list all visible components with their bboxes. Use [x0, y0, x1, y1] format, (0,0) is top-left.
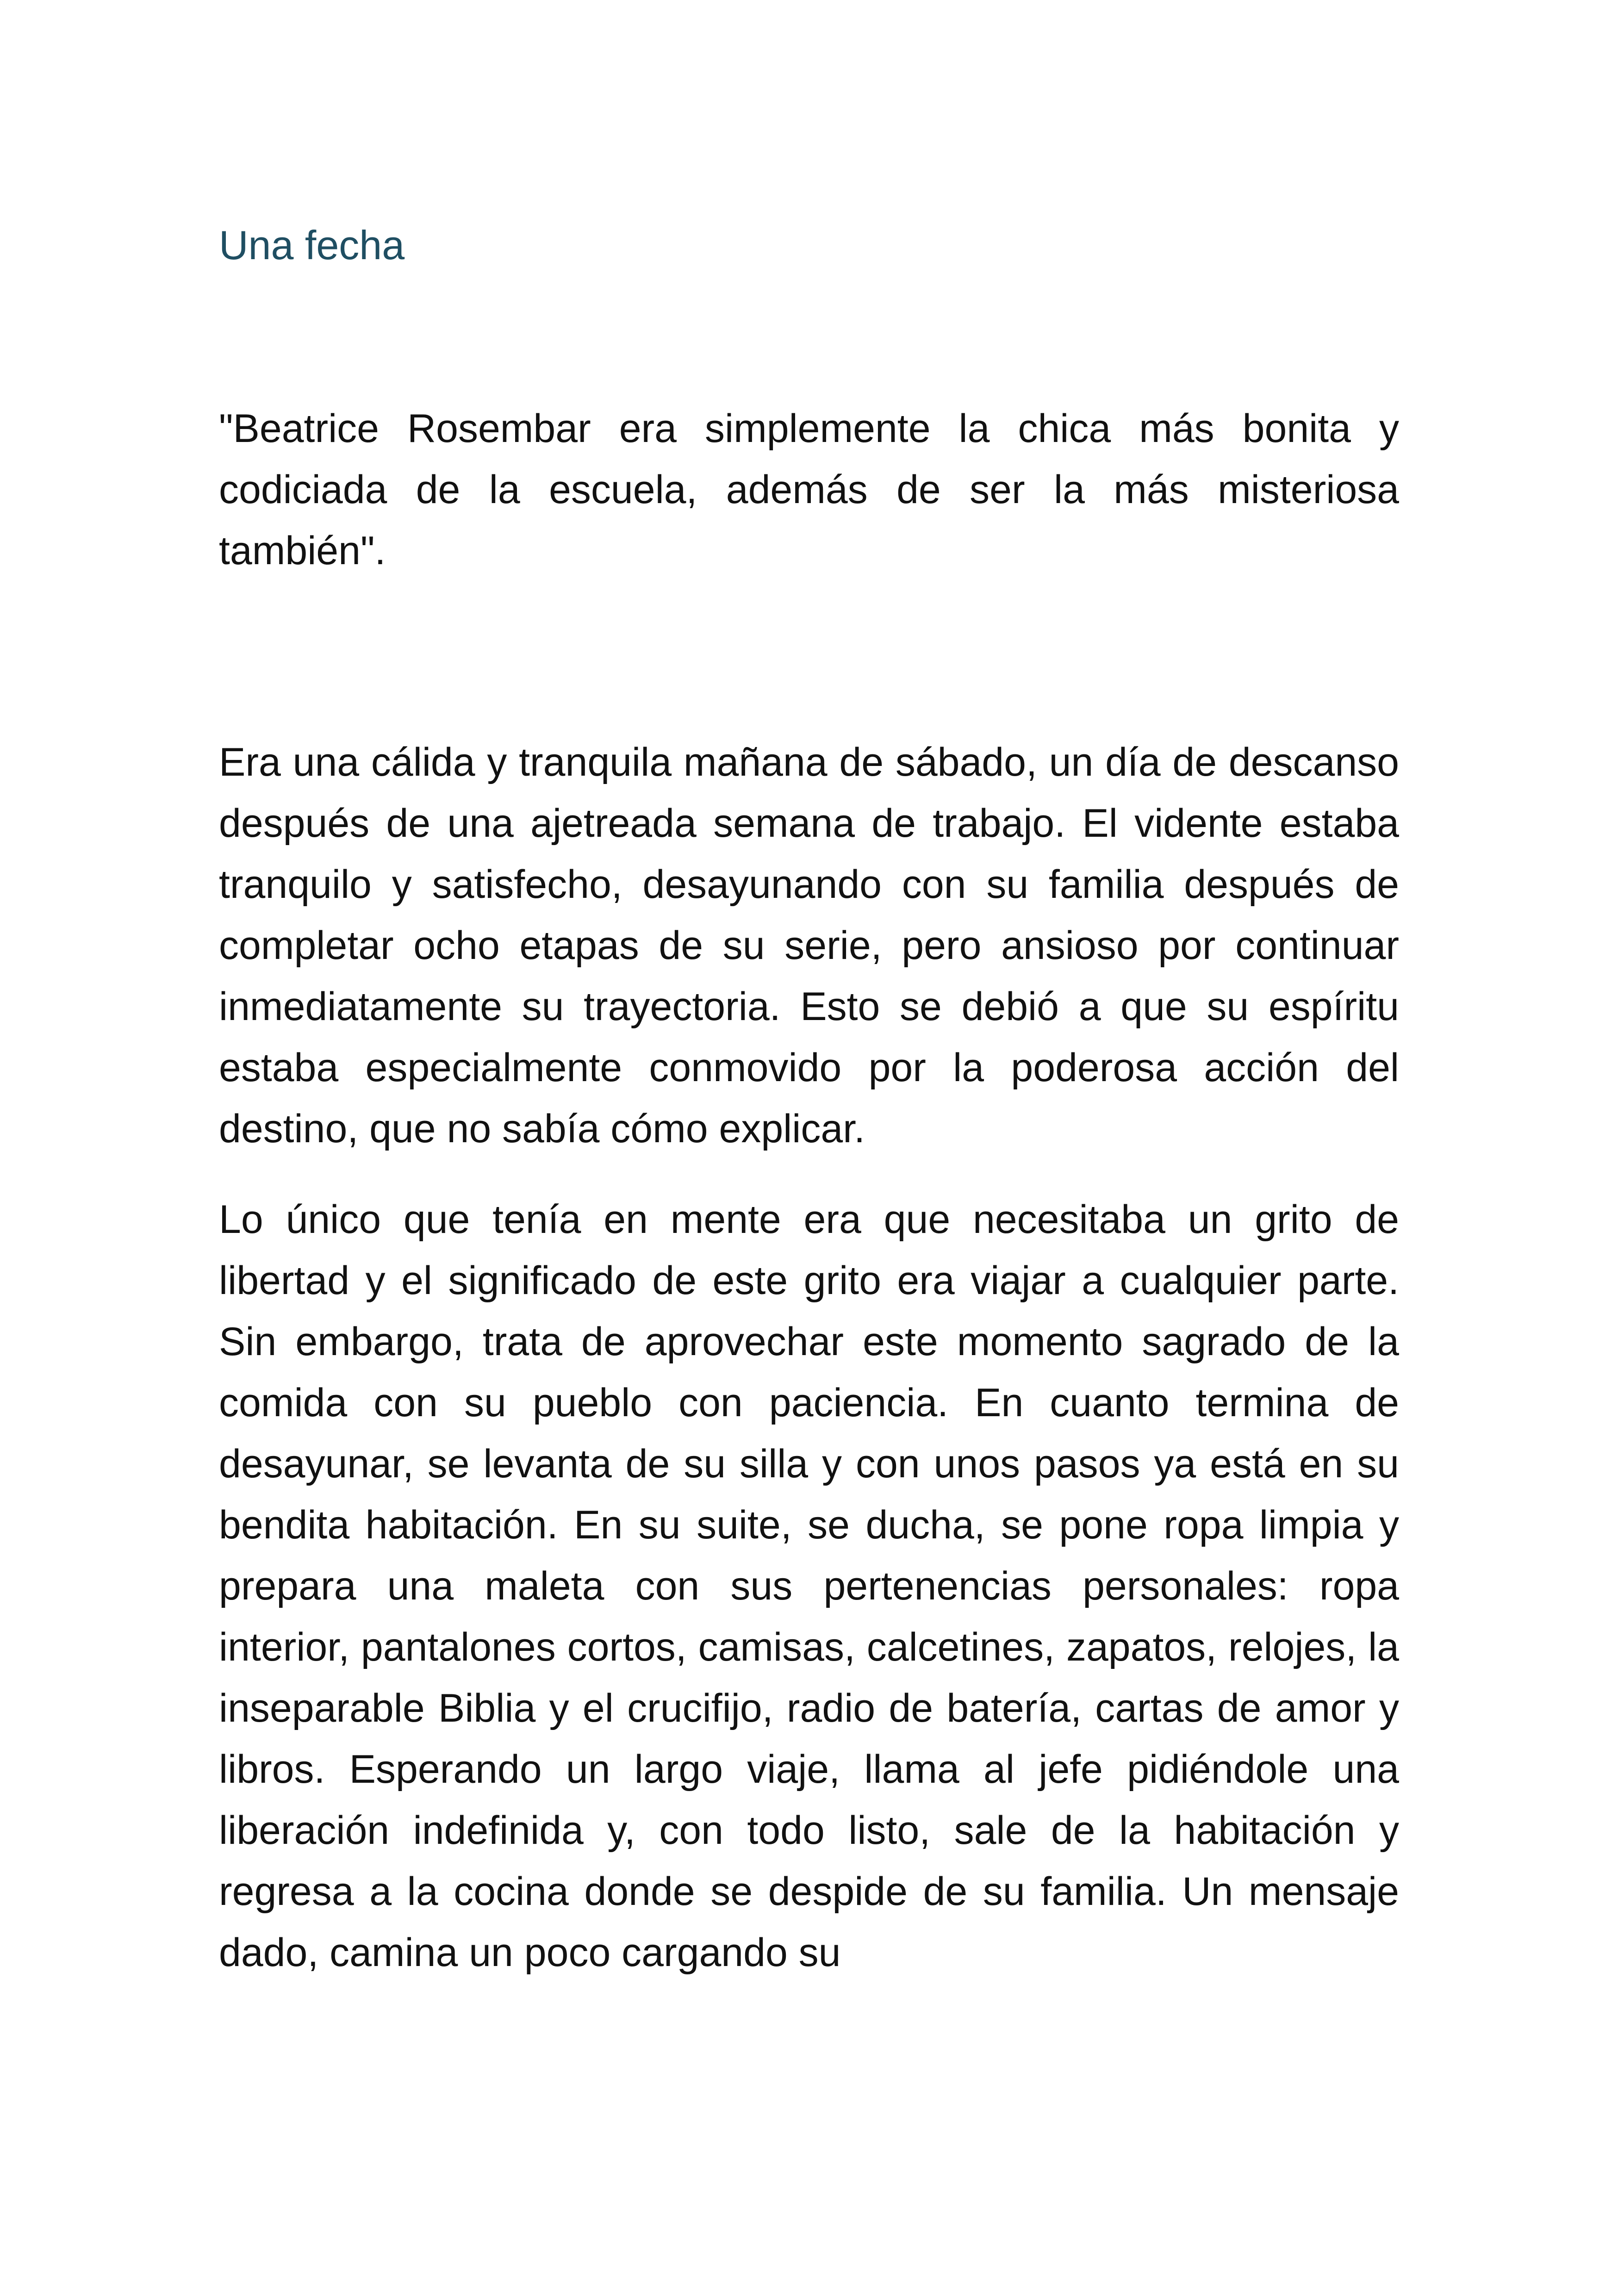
body-paragraph-2: Lo único que tenía en mente era que necesitaba un grito de libertad y el significado de este grito era viajar a cualquier parte. Sin embargo, trata de aprovechar este momento sagrado de la comida con su pueblo con paciencia. En cuanto termina de desayunar, se levanta de su silla y con unos pasos ya está en su bendita habitación. En su suite, se ducha, se pone ropa limpia y prepara una maleta con sus pertenencias personales: ropa interior, pantalones cortos, camisas, calcetines, zapatos, relojes, la inseparable Biblia y el crucifijo, radio de batería, cartas de amor y libros. Esperando un largo viaje, llama al jefe pidiéndole una liberación indefinida y, con todo listo, sale de la habitación y regresa a la cocina donde se despide de su familia. Un mensaje dado, camina un poco cargando su	[219, 1197, 1399, 1975]
opening-quote: "Beatrice Rosembar era simplemente la chica más bonita y codiciada de la escuela, además de ser la más misteriosa también".	[219, 406, 1399, 573]
document-content	[219, 218, 1399, 1983]
document-title: Una fecha	[219, 222, 405, 268]
body-paragraph-1: Era una cálida y tranquila mañana de sábado, un día de descanso después de una ajetreada semana de trabajo. El vidente estaba tranquilo y satisfecho, desayunando con su familia después de completar ocho etapas de su serie, pero ansioso por continuar inmediatamente su trayectoria. Esto se debió a que su espíritu estaba especialmente conmovido por la poderosa acción del destino, que no sabía cómo explicar.	[219, 740, 1399, 1151]
